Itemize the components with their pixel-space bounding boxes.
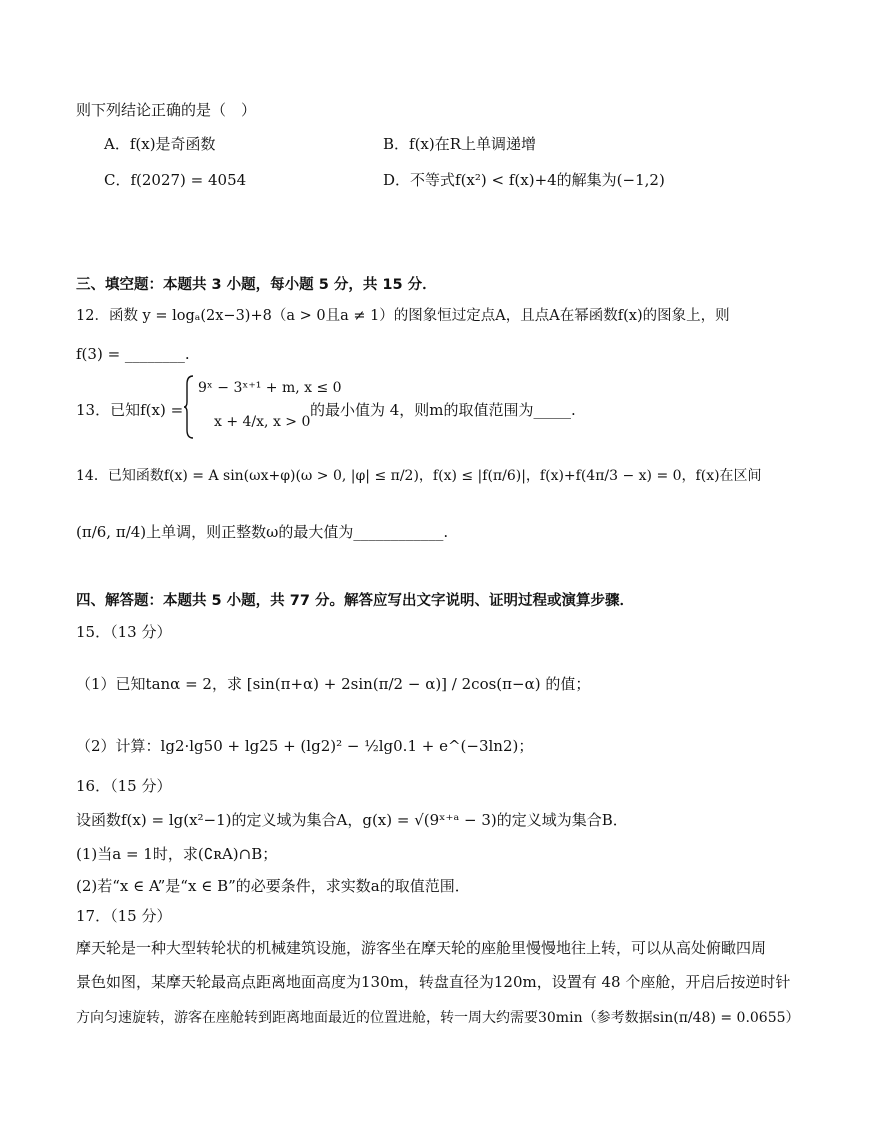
- q15-head: 15．（13 分）: [76, 623, 172, 641]
- q16-part-1: (1)当a = 1时，求(∁ʀA)∩B；: [76, 845, 278, 863]
- q11-option-a: A．f(x)是奇函数: [104, 135, 216, 153]
- q12-line-2: f(3) = ________.: [76, 345, 190, 363]
- q13-case-2: x + 4/x, x > 0: [214, 414, 311, 430]
- q17-line-3: 方向匀速旋转，游客在座舱转到距离地面最近的位置进舱，转一周大约需要30min（参考数据sin(π/48) = 0.0655）: [76, 1010, 800, 1026]
- q11-option-d: D．不等式f(x²) < f(x)+4的解集为(−1,2): [383, 171, 665, 189]
- q15-part-2: （2）计算：lg2·lg50 + lg25 + (lg2)² − ½lg0.1 + e^(−3ln2)；: [76, 737, 534, 755]
- q11-option-b: B．f(x)在R上单调递增: [383, 135, 537, 153]
- q16-part-2: (2)若“x ∈ A”是“x ∈ B”的必要条件，求实数a的取值范围．: [76, 877, 470, 895]
- q14-line-2: (π/6, π/4)上单调，则正整数ω的最大值为____________.: [76, 523, 449, 541]
- q17-line-1: 摩天轮是一种大型转轮状的机械建筑设施，游客坐在摩天轮的座舱里慢慢地往上转，可以从高处俯瞰四周: [76, 939, 767, 957]
- q17-line-2: 景色如图，某摩天轮最高点距离地面高度为130m，转盘直径为120m，设置有 48 个座舱，开启后按逆时针: [76, 973, 791, 991]
- q11-lead: 则下列结论正确的是（ ）: [76, 101, 257, 119]
- q13-suffix: 的最小值为 4，则m的取值范围为_____.: [310, 401, 576, 419]
- q13-prefix: 13．已知f(x) =: [76, 401, 184, 419]
- section-4-heading: 四、解答题：本题共 5 小题，共 77 分。解答应写出文字说明、证明过程或演算步骤．: [76, 593, 634, 609]
- section-3-heading: 三、填空题：本题共 3 小题，每小题 5 分，共 15 分．: [76, 277, 437, 293]
- q16-head: 16．（15 分）: [76, 777, 172, 795]
- q15-part-1: （1）已知tanα = 2，求 [sin(π+α) + 2sin(π/2 − α)] / 2cos(π−α) 的值；: [76, 675, 591, 693]
- q17-head: 17．（15 分）: [76, 907, 172, 925]
- q14-line-1: 14．已知函数f(x) = A sin(ωx+φ)(ω > 0, |φ| ≤ π/2)，f(x) ≤ |f(π/6)|，f(x)+f(4π/3 − x) = 0，f(x)在区间: [76, 468, 762, 484]
- q12-line-1: 12．函数 y = logₐ(2x−3)+8（a > 0且a ≠ 1）的图象恒过定点A，且点A在幂函数f(x)的图象上，则: [76, 308, 730, 324]
- q11-option-c: C．f(2027) = 4054: [104, 171, 247, 189]
- q13-brace: [183, 374, 195, 440]
- q13-case-1: 9ˣ − 3ˣ⁺¹ + m, x ≤ 0: [198, 380, 342, 396]
- q16-stem: 设函数f(x) = lg(x²−1)的定义域为集合A，g(x) = √(9ˣ⁺ᵃ − 3)的定义域为集合B．: [76, 811, 628, 829]
